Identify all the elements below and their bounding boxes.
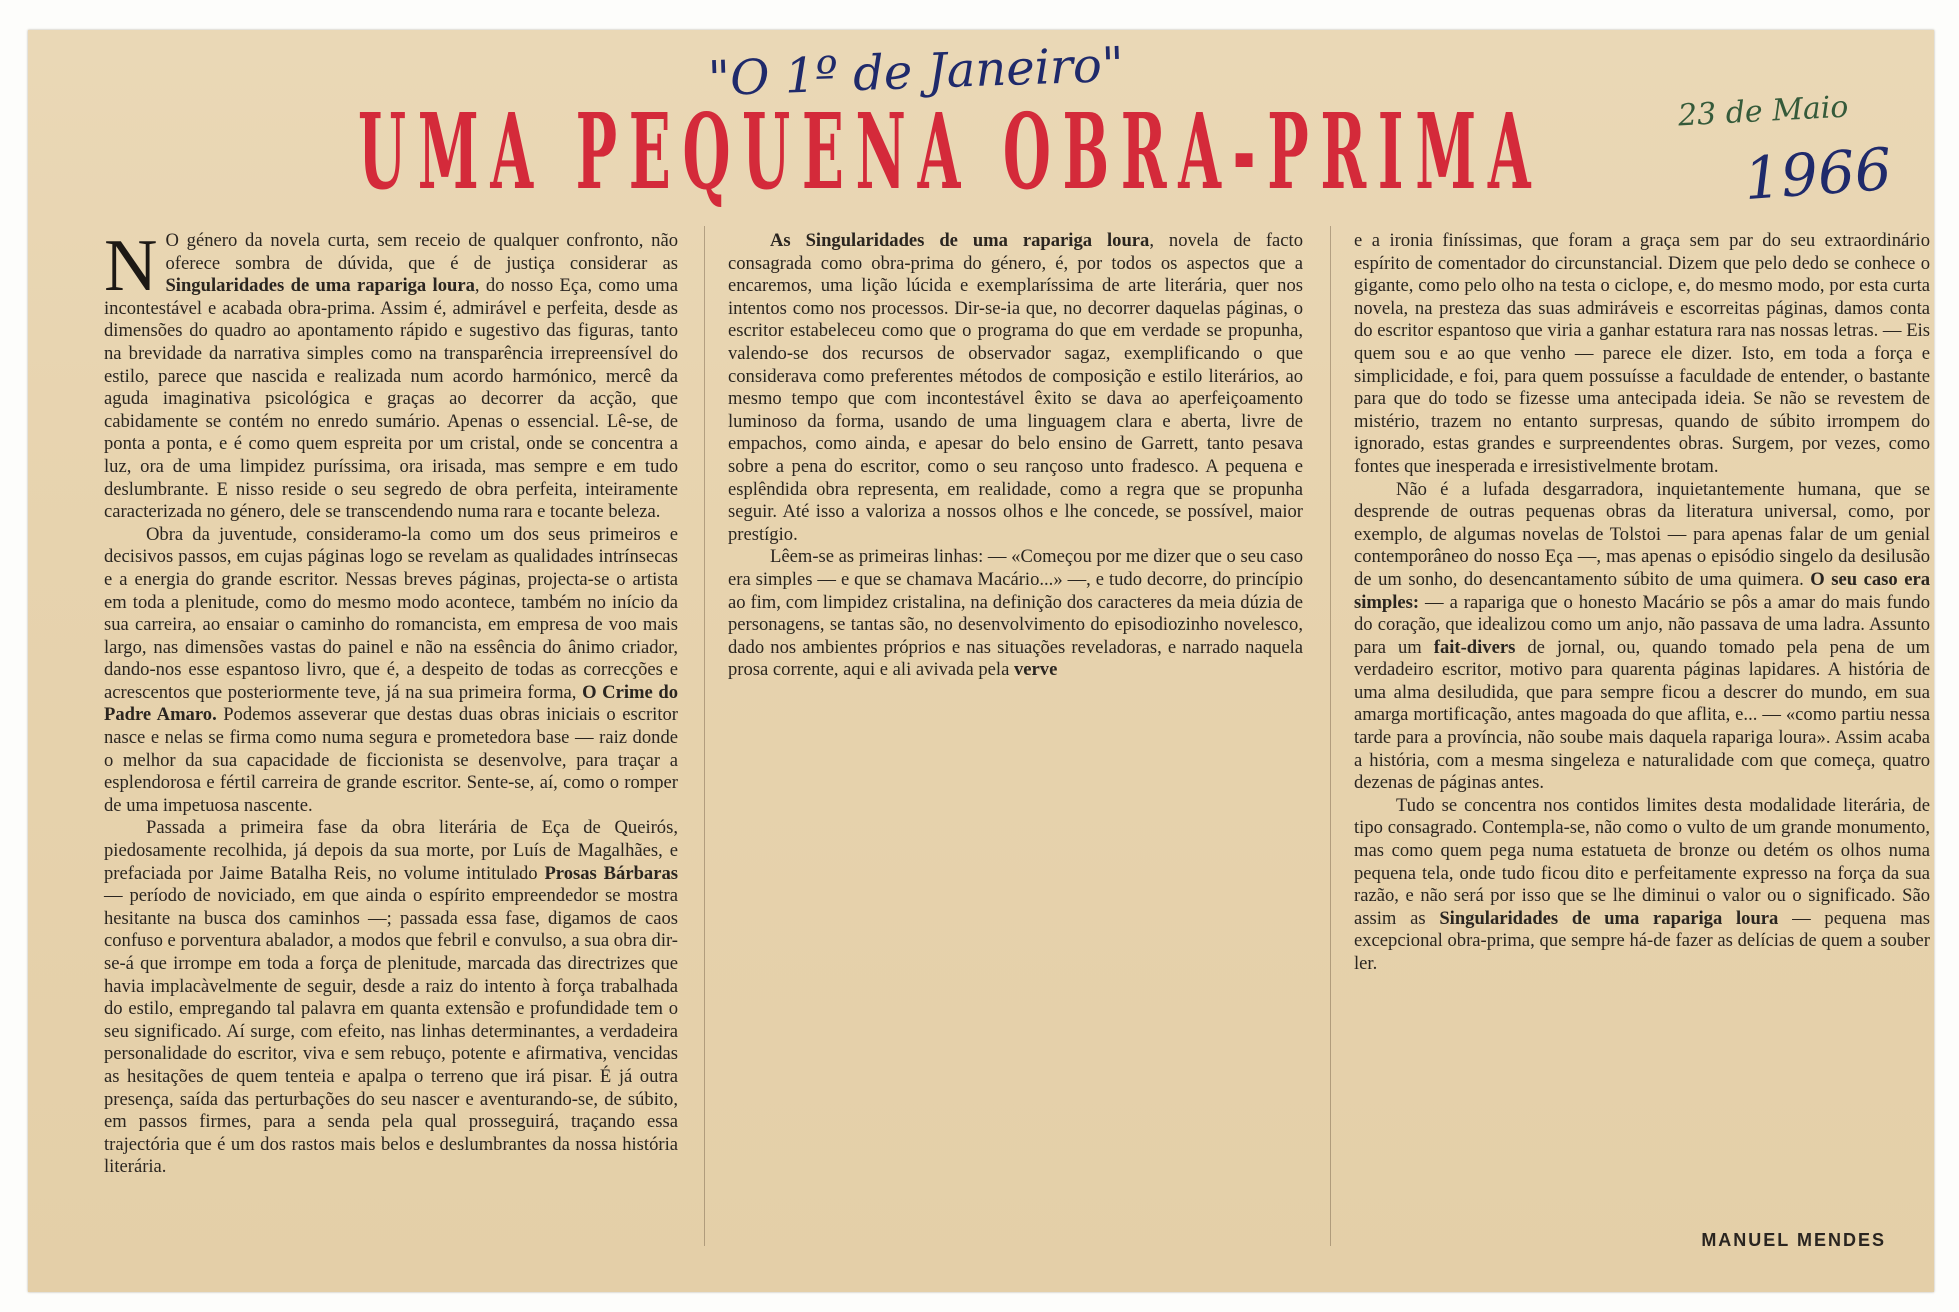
drop-cap: N (104, 225, 158, 307)
paragraph-5-continued: e a ironia finíssimas, que foram a graça sem par do seu extraordinário espírito de comentador do circunstancial. Dizem que pelo dedo se conhece o gigante, como pelo olho na testa o ciclope, e, do mesmo modo, por esta curta novela, na presteza das suas admiráveis e escorreitas páginas, damos conta do escritor espantoso que viria a ganhar estatura rara nas nossas letras. — Eis quem sou e ao que venho — parece ele dizer. Isto, em toda a força e simplicidade, e foi, para quem possuísse a faculdade de entender, o bastante para que do todo se fizesse uma antecipada ideia. Se não se revestem de mistério, trazem no entanto surpresas, quando de súbito irrompem do ignorado, estas grandes e surpreendentes obras. Surgem, por vezes, como fontes que inesperada e irresistivelmente brotam. (1354, 230, 1930, 477)
book-title: Singularidades de uma rapariga loura (165, 275, 475, 297)
handwritten-date: 23 de Maio (1677, 89, 1850, 134)
article-headline: UMA PEQUENA OBRA-PRIMA (358, 90, 1543, 213)
column-divider (704, 226, 705, 1246)
book-title: Prosas Bárbaras (544, 862, 678, 884)
column-divider (1330, 226, 1331, 1246)
book-title: Singularidades de uma rapariga loura (1439, 907, 1779, 929)
article-column-2 (728, 230, 1303, 682)
paragraph-7: Tudo se concentra nos contidos limites desta modalidade literária, de tipo consagrado. Contempla-se, não como o vulto de um grande monumento, mas como quem pega numa estatueta de bronze ou detém os olhos numa pequena tela, onde tudo ficou dito e perfeitamente expresso na força da sua razão, e não será por isso que se lhe diminui o valor ou o significado. São assim as Singularidades de uma rapariga loura — pequena mas excepcional obra-prima, que sempre há-de fazer as delícias de quem a souber ler. (1354, 794, 1931, 974)
paragraph-4: As Singularidades de uma rapariga loura, novela de facto consagrada como obra-prima do género, é, por todos os aspectos que a encaremos, uma lição lúcida e exemplaríssima de arte literária, quer nos intentos como nos processos. Dir-se-ia que, no decorrer daquelas páginas, o escritor estabeleceu como que o programa do que em verdade se propunha, valendo-se dos recursos de observador sagaz, exemplificando o que considerava como preferentes métodos de composição e estilo literários, ao mesmo tempo que com incontestável êxito se dava ao aperfeiçoamento luminoso da forma, usando de uma linguagem clara e aberta, livre de empachos, como ainda, e apesar do belo ensino de Garrett, tanto pesava sobre a pena do escritor, como o seu rançoso unto fradesco. A pequena e esplêndida obra representa, em realidade, como a regra que se propunha seguir. Até isso a valoriza a nossos olhos e lhe concede, se possível, maior prestígio. (728, 230, 1304, 545)
handwritten-year: 1966 (1741, 134, 1894, 214)
article-column-1 (104, 225, 679, 1179)
handwritten-paper-name: "O 1º de Janeiro" (707, 36, 1125, 108)
paragraph-3: Passada a primeira fase da obra literária de Eça de Queirós, piedosamente recolhida, já depois da sua morte, por Luís de Magalhães, e prefaciada por Jaime Batalha Reis, no volume intitulado Prosas Bárbaras — período de noviciado, em que ainda o espírito empreendedor se mostra hesitante na busca dos caminhos —; passada essa fase, digamos de caos confuso e porventura abalador, a modos que febril e convulso, a sua obra dir-se-á que irrompe em toda a força de plenitude, marcada das directrizes que havia implacàvelmente de seguir, desde a raiz do intento à força trabalhada do estilo, empregando tal palavra em quanta extensão e profundidade tem o seu significado. Aí surge, com efeito, nas linhas determinantes, a verdadeira personalidade do escritor, viva e sem rebuço, potente e afirmativa, vencidas as hesitações de quem tenteia e apalpa o terreno que irá pisar. É já outra presença, saída das perturbações do seu nascer e aventurando-se, de súbito, em passos firmes, para a senda pela qual prosseguirá, traçando essa trajectória que é um dos rastos mais belos e deslumbrantes da nossa história literária. (104, 817, 678, 1178)
article-column-3 (1354, 230, 1930, 976)
book-title: As Singularidades de uma rapariga loura (770, 230, 1150, 251)
paragraph-2: Obra da juventude, consideramo-la como um dos seus primeiros e decisivos passos, em cujas páginas logo se revelam as qualidades intrínsecas e a energia do grande escritor. Nessas breves páginas, projecta-se o artista em toda a plenitude, como do mesmo modo acontece, também no início da sua carreira, ao ensaiar o caminho do romancista, em empresa de voo mais largo, nas dimensões vastas do painel e não na essência do ânimo criador, dando-nos esse espantoso livro, que é, a despeito de todas as correcções e acrescentos que posteriormente teve, já na sua primeira forma, O Crime do Padre Amaro. Podemos asseverar que destas duas obras iniciais o escritor nasce e nelas se firma como numa segura e prometedora base — raiz donde o melhor da sua capacidade de ficcionista se desenvolve, para traçar a esplendorosa e fértil carreira de grande escritor. Sente-se, aí, como o romper de uma impetuosa nascente. (104, 523, 678, 816)
newspaper-clipping (28, 30, 1934, 1292)
book-title: O Crime do Padre Amaro. (104, 681, 678, 726)
author-signature: MANUEL MENDES (1701, 1230, 1886, 1250)
paragraph-5: Lêem-se as primeiras linhas: — «Começou por me dizer que o seu caso era simples — e que se chamava Macário...» —, e tudo decorre, do princípio ao fim, com limpidez cristalina, na definição dos caracteres da meia dúzia de personagens, se tantas são, no desenvolvimento do episodiozinho novelesco, dado nos ambientes próprios e nas situações reveladoras, e narrado naquela prosa corrente, aqui e ali avivada pela verve (728, 546, 1303, 681)
paragraph-6: Não é a lufada desgarradora, inquietantemente humana, que se desprende de outras pequenas obras da literatura universal, como, por exemplo, de algumas novelas de Tolstoi — para apenas falar de um genial contemporâneo do nosso Eça —, mas apenas o episódio singelo da desilusão de um sonho, do desencantamento súbito de uma quimera. O seu caso era simples: — a rapariga que o honesto Macário se pôs a amar do mais fundo do coração, que idealizou como um anjo, não passava de uma ladra. Assunto para um fait-divers de jornal, ou, quando tomado pela pena de um verdadeiro escritor, motivo para quarenta páginas lapidares. A história de uma alma desiludida, que para sempre ficou a descrer do mundo, em sua amarga mortificação, antes magoada do que aflita, e... — «como partiu nessa tarde para a província, não soube mais daquela rapariga loura». Assim acaba a história, com a mesma singeleza e naturalidade com que começa, quatro dezenas de páginas antes. (1354, 478, 1930, 794)
paragraph-1: N O género da novela curta, sem receio de qualquer confronto, não oferece sombra de dúvida, que é de justiça considerar as Singularidades de uma rapariga loura, do nosso Eça, como uma incontestável e acabada obra-prima. Assim é, admirável e perfeita, desde as dimensões do quadro ao apontamento rápido e sugestivo das figuras, tanto na brevidade da narrativa simples como na transparência irrepreensível do estilo, parece que nascida e realizada num acordo harmónico, mercê da aguda imaginativa psicológica e graças ao decorrer da acção, que cabidamente se contém no enredo sumário. Apenas o essencial. Lê-se, de ponta a ponta, e é como quem espreita por um cristal, onde se concentra a luz, ora de uma limpidez puríssima, ora irisada, mas sempre e em tudo deslumbrante. E nisso reside o seu segredo de obra perfeita, inteiramente caracterizada no género, dele se transcendendo numa rara e tocante beleza. (104, 225, 679, 523)
